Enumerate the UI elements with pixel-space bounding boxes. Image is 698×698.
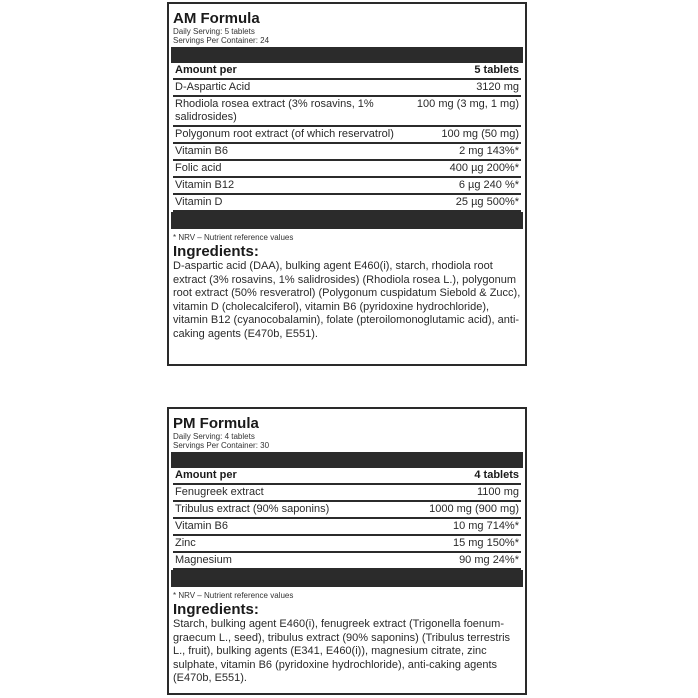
am-nrv-note: * NRV – Nutrient reference values	[173, 233, 294, 242]
pm-daily-serving: Daily Serving: 4 tablets	[173, 432, 255, 441]
am-header-right: 5 tablets	[474, 64, 519, 76]
am-row-value: 3120 mg	[476, 81, 519, 93]
pm-row-value: 90 mg 24%*	[459, 554, 519, 566]
pm-row	[173, 536, 521, 553]
pm-ingredients-text: Starch, bulking agent E460(i), fenugreek extract (Trigonella foenum-graecum L., seed), tribulus extract (90% saponins) (Tribulus terrestris L., fruit), bulking agents (E341, E460(i)), magnesium citrate, zinc sulphate, vitamin B6 (pyridoxine hydrochloride), anti-caking agents (E470b, E551).	[173, 618, 511, 685]
pm-row-name: Magnesium	[175, 554, 232, 566]
am-row-name: Rhodiola rosea extract (3% rosavins, 1% salidrosides)	[175, 98, 374, 123]
pm-row-name: Tribulus extract (90% saponins)	[175, 503, 330, 515]
pm-bottom-bar	[171, 570, 523, 587]
am-row-value: 100 mg (3 mg, 1 mg)	[416, 98, 519, 110]
pm-row-value: 10 mg 714%*	[452, 520, 519, 532]
am-title: AM Formula	[173, 10, 260, 27]
am-table-header	[173, 63, 521, 80]
pm-header-left: Amount per	[175, 469, 237, 481]
pm-row	[173, 502, 521, 519]
am-row	[173, 144, 521, 161]
am-row	[173, 80, 521, 97]
am-row	[173, 161, 521, 178]
pm-row-value: 1000 mg (900 mg)	[429, 503, 519, 515]
am-row	[173, 195, 521, 212]
am-row-value: 400 µg 200%*	[449, 162, 519, 174]
am-row-name: D-Aspartic Acid	[175, 81, 251, 93]
am-daily-serving: Daily Serving: 5 tablets	[173, 27, 255, 36]
am-servings-per-container: Servings Per Container: 24	[173, 36, 270, 45]
am-bottom-bar	[171, 212, 523, 229]
am-row-name: Folic acid	[175, 162, 222, 174]
am-ingredients-text: D-aspartic acid (DAA), bulking agent E460(i), starch, rhodiola root extract (3% rosavins, 1% salidrosides) (Rhodiola rosea L.), polygonum root extract (50% resveratrol) (Polygonum cuspidatum Siebold & Zucc), vitamin D (cholecalciferol), vitamin B6 (pyridoxine hydrochloride), vitamin B12 (cyanocobalamin), folate (pteroilomonoglutamic acid), anti-caking agents (E470b, E551).	[173, 260, 521, 340]
pm-title: PM Formula	[173, 415, 259, 432]
am-row-value: 6 µg 240 %*	[458, 179, 519, 191]
am-top-bar	[171, 47, 523, 63]
pm-row-name: Vitamin B6	[175, 520, 228, 532]
pm-servings-per-container: Servings Per Container: 30	[173, 441, 270, 450]
pm-ingredients-heading: Ingredients:	[173, 601, 259, 618]
am-ingredients-heading: Ingredients:	[173, 243, 259, 260]
am-row-value: 25 µg 500%*	[455, 196, 519, 208]
am-row-value: 100 mg (50 mg)	[441, 128, 519, 140]
pm-row-value: 15 mg 150%*	[452, 537, 519, 549]
pm-row-name: Zinc	[175, 537, 196, 549]
am-row-value: 2 mg 143%*	[459, 145, 519, 157]
pm-row	[173, 519, 521, 536]
pm-row	[173, 553, 521, 570]
am-formula-panel	[167, 2, 527, 366]
am-row-name: Vitamin D	[175, 196, 223, 208]
pm-row	[173, 485, 521, 502]
pm-header-right: 4 tablets	[474, 469, 519, 481]
am-row-name: Vitamin B6	[175, 145, 228, 157]
am-row	[173, 97, 521, 127]
pm-table-header	[173, 468, 521, 485]
am-row-name: Polygonum root extract (of which reservatrol)	[175, 128, 394, 140]
pm-row-value: 1100 mg	[477, 486, 519, 498]
pm-top-bar	[171, 452, 523, 468]
am-row	[173, 178, 521, 195]
pm-nrv-note: * NRV – Nutrient reference values	[173, 591, 294, 600]
am-row-name: Vitamin B12	[175, 179, 235, 191]
am-header-left: Amount per	[175, 64, 237, 76]
am-row	[173, 127, 521, 144]
pm-formula-panel	[167, 407, 527, 695]
pm-row-name: Fenugreek extract	[175, 486, 264, 498]
